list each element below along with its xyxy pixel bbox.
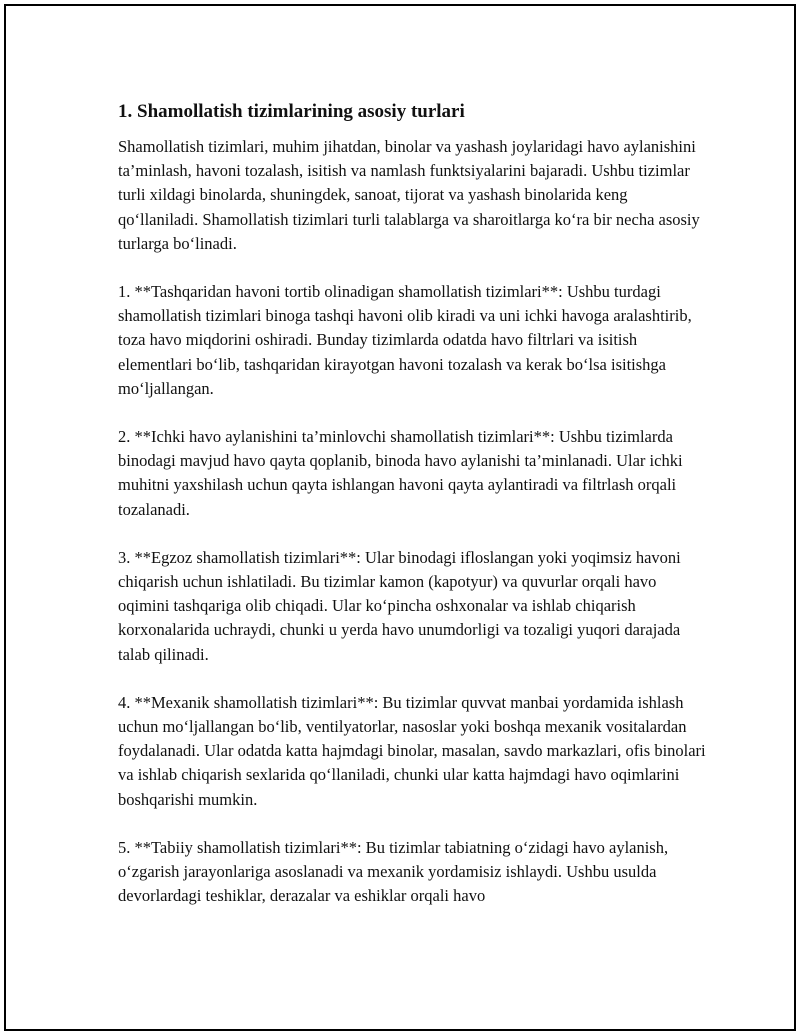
paragraph-item-1: 1. **Tashqaridan havoni tortib olinadigan shamollatish tizimlari**: Ushbu turdagi shamollatish tizimlari binoga tashqi havoni olib kiradi va uni ichki havoga aralashtirib, toza havo miqdorini oshiradi. Bunday tizimlarda odatda havo filtrlari va isitish elementlari bo‘lib, tashqaridan kirayotgan havoni tozalash va kerak bo‘lsa isitishga mo‘ljallangan. bbox=[118, 282, 692, 398]
intro-paragraph: Shamollatish tizimlari, muhim jihatdan, binolar va yashash joylaridagi havo aylanishini ta’minlash, havoni tozalash, isitish va namlash funktsiyalarini bajaradi. Ushbu tizimlar turli xildagi binolarda, shuningdek, sanoat, tijorat va yashash binolarida keng qo‘llaniladi. Shamollatish tizimlari turli talablarga va sharoitlarga ko‘ra bir necha asosiy turlarga bo‘linadi. bbox=[118, 137, 700, 253]
page-frame bbox=[4, 4, 796, 1031]
paragraph-item-5: 5. **Tabiiy shamollatish tizimlari**: Bu tizimlar tabiatning o‘zidagi havo aylanish, o‘zgarish jarayonlariga asoslanadi va mexanik yordamisiz ishlaydi. Ushbu usulda devorlardagi teshiklar, derazalar va eshiklar orqali havo bbox=[118, 837, 669, 906]
section-heading: 1. Shamollatish tizimlarining asosiy turlari bbox=[118, 101, 465, 122]
document-body bbox=[118, 99, 708, 932]
paragraph-item-4: 4. **Mexanik shamollatish tizimlari**: Bu tizimlar quvvat manbai yordamida ishlash uchun mo‘ljallangan bo‘lib, ventilyatorlar, nasoslar yoki boshqa mexanik vositalardan foydalanadi. Ular odatda katta hajmdagi binolar, masalan, savdo markazlari, ofis binolari va ishlab chiqarish sexlarida qo‘llaniladi, chunki ular katta hajmdagi havo oqimlarini boshqarishi mumkin. bbox=[118, 692, 706, 809]
paragraph-item-2: 2. **Ichki havo aylanishini ta’minlovchi shamollatish tizimlari**: Ushbu tizimlarda binodagi mavjud havo qayta qoplanib, binoda havo aylanishi ta’minlanadi. Ular ichki muhitni yaxshilash uchun qayta ishlangan havoni qayta aylantiradi va filtrlash orqali tozalanadi. bbox=[118, 427, 683, 519]
paragraph-item-3: 3. **Egzoz shamollatish tizimlari**: Ular binodagi ifloslangan yoki yoqimsiz havoni chiqarish uchun ishlatiladi. Bu tizimlar kamon (kapotyur) va quvurlar orqali havo oqimini tashqariga olib chiqadi. Ular ko‘pincha oshxonalar va ishlab chiqarish korxonalarida uchraydi, chunki u yerda havo unumdorligi va tozaligi yuqori darajada talab qilinadi. bbox=[118, 547, 681, 664]
